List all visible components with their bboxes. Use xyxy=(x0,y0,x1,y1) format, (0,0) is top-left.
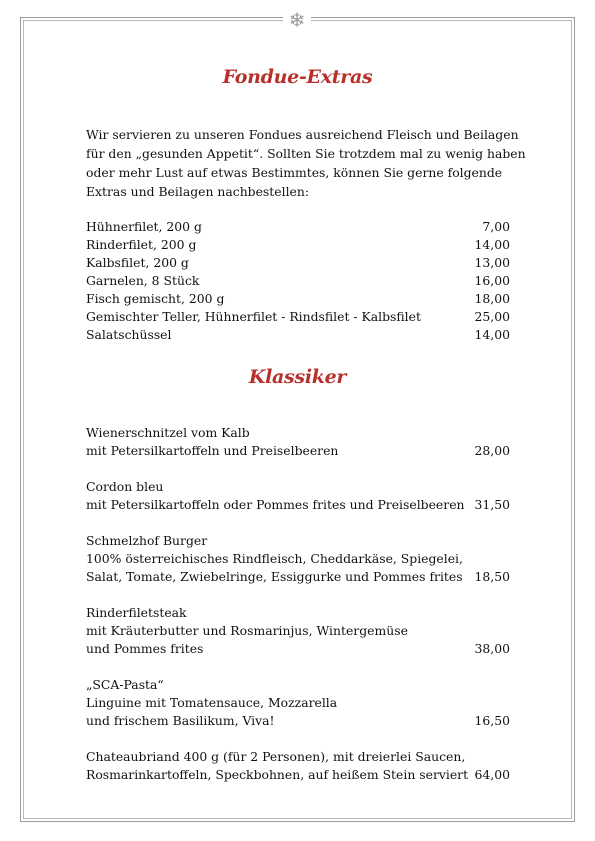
dish-item xyxy=(86,424,510,460)
menu-item xyxy=(86,218,510,236)
menu-item xyxy=(86,308,510,326)
menu-item-price: 14,00 xyxy=(474,237,510,252)
fondue-extras-heading: Fondue-Extras xyxy=(222,66,373,88)
dish-line: mit Petersilkartoffeln oder Pommes frites und Preiselbeeren xyxy=(86,497,465,512)
menu-item-price: 7,00 xyxy=(482,219,510,234)
dish-price: 38,00 xyxy=(474,641,510,656)
menu-item-price: 14,00 xyxy=(474,327,510,342)
dish-line: Chateaubriand 400 g (für 2 Personen), mit dreierlei Saucen, xyxy=(86,749,466,764)
dish-price: 16,50 xyxy=(474,713,510,728)
menu-item xyxy=(86,290,510,308)
dish-line: mit Kräuterbutter und Rosmarinjus, Wintergemüse xyxy=(86,623,408,638)
menu-item-price: 16,00 xyxy=(474,273,510,288)
menu-item-price: 18,00 xyxy=(474,291,510,306)
dish-item xyxy=(86,478,510,514)
menu-item xyxy=(86,236,510,254)
menu-item-name: Kalbsfilet, 200 g xyxy=(86,255,189,270)
menu-item xyxy=(86,326,510,344)
dish-item xyxy=(86,604,510,658)
dish-line: Rinderfiletsteak xyxy=(86,605,187,620)
menu-item-name: Salatschüssel xyxy=(86,327,172,342)
dish-line: Cordon bleu xyxy=(86,479,164,494)
dish-line: „SCA-Pasta“ xyxy=(86,677,164,692)
menu-item-name: Rinderfilet, 200 g xyxy=(86,237,197,252)
snowflake-icon: ❄ xyxy=(283,8,311,32)
dish-item xyxy=(86,676,510,730)
dish-price: 64,00 xyxy=(474,767,510,782)
dish-price: 18,50 xyxy=(474,569,510,584)
menu-item-price: 25,00 xyxy=(474,309,510,324)
dish-line: 100% österreichisches Rindfleisch, Cheddarkäse, Spiegelei, xyxy=(86,551,463,566)
menu-item-name: Fisch gemischt, 200 g xyxy=(86,291,225,306)
fondue-intro-text: Wir servieren zu unseren Fondues ausreichend Fleisch und Beilagen für den „gesunden Appetit“. Sollten Sie trotzdem mal zu wenig haben oder mehr Lust auf etwas Bestimmtes, können Sie gerne folgende Extras und Beilagen nachbestellen: xyxy=(86,127,526,199)
dish-price: 28,00 xyxy=(474,443,510,458)
dish-line: Salat, Tomate, Zwiebelringe, Essiggurke und Pommes frites xyxy=(86,569,463,584)
menu-item-name: Gemischter Teller, Hühnerfilet - Rindsfilet - Kalbsfilet xyxy=(86,309,421,324)
dish-price: 31,50 xyxy=(474,497,510,512)
dish-line: Schmelzhof Burger xyxy=(86,533,208,548)
menu-item-price: 13,00 xyxy=(474,255,510,270)
dish-line: und Pommes frites xyxy=(86,641,204,656)
menu-item-name: Garnelen, 8 Stück xyxy=(86,273,200,288)
dish-line: Linguine mit Tomatensauce, Mozzarella xyxy=(86,695,338,710)
dish-line: Wienerschnitzel vom Kalb xyxy=(86,425,250,440)
menu-item-name: Hühnerfilet, 200 g xyxy=(86,219,202,234)
dish-item xyxy=(86,532,510,586)
dish-item xyxy=(86,748,510,784)
dish-line: und frischem Basilikum, Viva! xyxy=(86,713,275,728)
dish-line: Rosmarinkartoffeln, Speckbohnen, auf heißem Stein serviert xyxy=(86,767,469,782)
klassiker-heading: Klassiker xyxy=(248,366,347,388)
menu-item xyxy=(86,254,510,272)
dish-line: mit Petersilkartoffeln und Preiselbeeren xyxy=(86,443,339,458)
menu-item xyxy=(86,272,510,290)
